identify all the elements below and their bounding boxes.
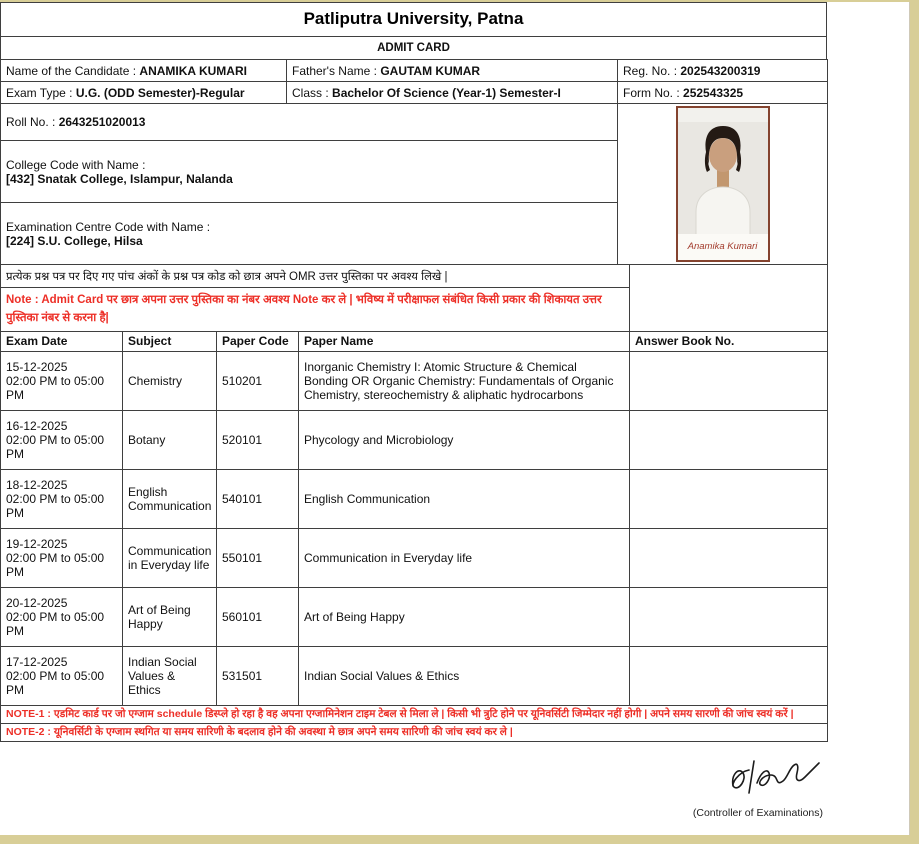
admit-card [0,2,827,742]
schedule-row-3 [1,469,828,528]
form-no-label: Form No. : [623,85,680,100]
answer-book-cell [630,469,828,528]
header-paper-name: Paper Name [299,331,630,351]
subject-cell: Art of Being Happy [123,587,217,646]
photo-face [709,138,737,172]
exam-date-cell [1,469,123,528]
form-no-value: 252543325 [683,85,744,100]
controller-of-examinations-label: (Controller of Examinations) [692,807,823,819]
exam-type-cell [1,82,287,104]
father-name-label: Father's Name : [292,63,377,78]
answer-book-cell [630,351,828,410]
paper-name-cell: Phycology and Microbiology [299,410,630,469]
footnote-1: NOTE-1 : एडमिट कार्ड पर जो एग्जाम schedule डिस्प्ले हो रहा है वह अपना एग्जामिनेशन टाइम टेबल से मिला ले | किसी भी त्रुटि होने पर यूनिवर्सिटी जिम्मेदार नहीं होगी | अपने समय सारणी की जांच स्वयं करें | [1,705,828,723]
centre-value: [224] S.U. College, Hilsa [6,233,143,248]
exam-time: 02:00 PM to 05:00 PM [6,668,105,697]
exam-date-cell [1,351,123,410]
omr-notice: प्रत्येक प्रश्न पत्र पर दिए गए पांच अंकों के प्रश्न पत्र कोड को छात्र अपने OMR उत्तर पुस्तिका पर अवश्य लिखे | [1,265,630,288]
info-row-2 [1,82,828,104]
roll-no-label: Roll No. : [6,115,56,130]
header-subject: Subject [123,331,217,351]
candidate-name-label: Name of the Candidate : [6,63,137,78]
info-row-1 [1,60,828,82]
father-name-cell [287,60,618,82]
schedule-row-2 [1,410,828,469]
paper-code-cell: 540101 [217,469,299,528]
reg-no-value: 202543200319 [680,63,761,78]
father-name-value: GAUTAM KUMAR [380,63,481,78]
paper-name-cell: Inorganic Chemistry I: Atomic Structure & Chemical Bonding OR Organic Chemistry: Fundamentals of Organic Chemistry, stereochemistry & aliphatic hydrocarbons [299,351,630,410]
exam-date-cell [1,587,123,646]
schedule-header-row [1,331,828,351]
signature-block [0,754,827,819]
exam-date: 17-12-2025 [6,654,68,669]
paper-code-cell: 550101 [217,528,299,587]
schedule-row-5 [1,587,828,646]
admit-card-page [0,2,910,835]
college-cell [1,141,618,203]
signature-scribble [723,754,823,800]
detail-table [0,103,828,265]
candidate-info-table [0,59,828,104]
schedule-table [0,331,828,706]
exam-date-cell [1,646,123,705]
header-exam-date: Exam Date [1,331,123,351]
candidate-name-cell [1,60,287,82]
paper-name-cell: Art of Being Happy [299,587,630,646]
reg-no-cell [618,60,828,82]
exam-type-value: U.G. (ODD Semester)-Regular [75,85,245,100]
roll-no-cell [1,104,618,141]
college-label: College Code with Name : [6,157,146,172]
college-value: [432] Snatak College, Islampur, Nalanda [6,171,233,186]
centre-label: Examination Centre Code with Name : [6,219,211,234]
answer-book-cell [630,587,828,646]
exam-type-label: Exam Type : [6,85,73,100]
class-label: Class : [292,85,329,100]
answer-book-note: Note : Admit Card पर छात्र अपना उत्तर पुस्तिका का नंबर अवश्य Note कर ले | भविष्य में परीक्षाफल संबंधित किसी प्रकार की शिकायत उत्तर पुस्तिका नंबर से करना है| [1,288,630,332]
roll-no-value: 2643251020013 [58,115,146,130]
exam-time: 02:00 PM to 05:00 PM [6,550,105,579]
schedule-row-6 [1,646,828,705]
paper-code-cell: 560101 [217,587,299,646]
answer-book-cell [630,528,828,587]
university-title: Patliputra University, Patna [0,2,827,36]
reg-no-label: Reg. No. : [623,63,678,78]
exam-time: 02:00 PM to 05:00 PM [6,609,105,638]
paper-code-cell: 531501 [217,646,299,705]
exam-date: 20-12-2025 [6,595,68,610]
photo-caption: Anamika Kumari [678,234,768,260]
exam-date: 16-12-2025 [6,418,68,433]
subject-cell: English Communication [123,469,217,528]
admit-card-heading: ADMIT CARD [0,36,827,60]
form-no-cell [618,82,828,104]
paper-name-cell: English Communication [299,469,630,528]
subject-cell: Chemistry [123,351,217,410]
exam-date-cell [1,410,123,469]
subject-cell: Indian Social Values & Ethics [123,646,217,705]
footnote-table [0,705,828,742]
paper-code-cell: 510201 [217,351,299,410]
schedule-row-4 [1,528,828,587]
paper-code-cell: 520101 [217,410,299,469]
roll-row [1,104,828,141]
exam-date-cell [1,528,123,587]
exam-date: 18-12-2025 [6,477,68,492]
centre-cell [1,203,618,265]
exam-date: 19-12-2025 [6,536,68,551]
photo-cell [618,104,828,265]
subject-cell: Botany [123,410,217,469]
schedule-row-1 [1,351,828,410]
paper-name-cell: Indian Social Values & Ethics [299,646,630,705]
exam-date: 15-12-2025 [6,359,68,374]
subject-cell: Communication in Everyday life [123,528,217,587]
footnote-2: NOTE-2 : यूनिवर्सिटी के एग्जाम स्थगित या समय सारिणी के बदलाव होने की अवस्था मे छात्र अपने समय सारिणी की जांच स्वयं कर ले | [1,723,828,741]
header-paper-code: Paper Code [217,331,299,351]
exam-time: 02:00 PM to 05:00 PM [6,373,105,402]
footnote-row-1 [1,705,828,723]
answer-book-cell [630,410,828,469]
footnote-row-2 [1,723,828,741]
class-value: Bachelor Of Science (Year-1) Semester-I [332,85,561,100]
paper-name-cell: Communication in Everyday life [299,528,630,587]
notice-table [0,264,828,332]
omr-notice-row [1,265,828,288]
exam-time: 02:00 PM to 05:00 PM [6,491,105,520]
answer-book-cell [630,646,828,705]
class-cell [287,82,618,104]
header-answer-book: Answer Book No. [630,331,828,351]
candidate-name-value: ANAMIKA KUMARI [139,63,247,78]
notice-empty-cell [630,265,828,332]
exam-time: 02:00 PM to 05:00 PM [6,432,105,461]
candidate-photo [676,106,770,262]
